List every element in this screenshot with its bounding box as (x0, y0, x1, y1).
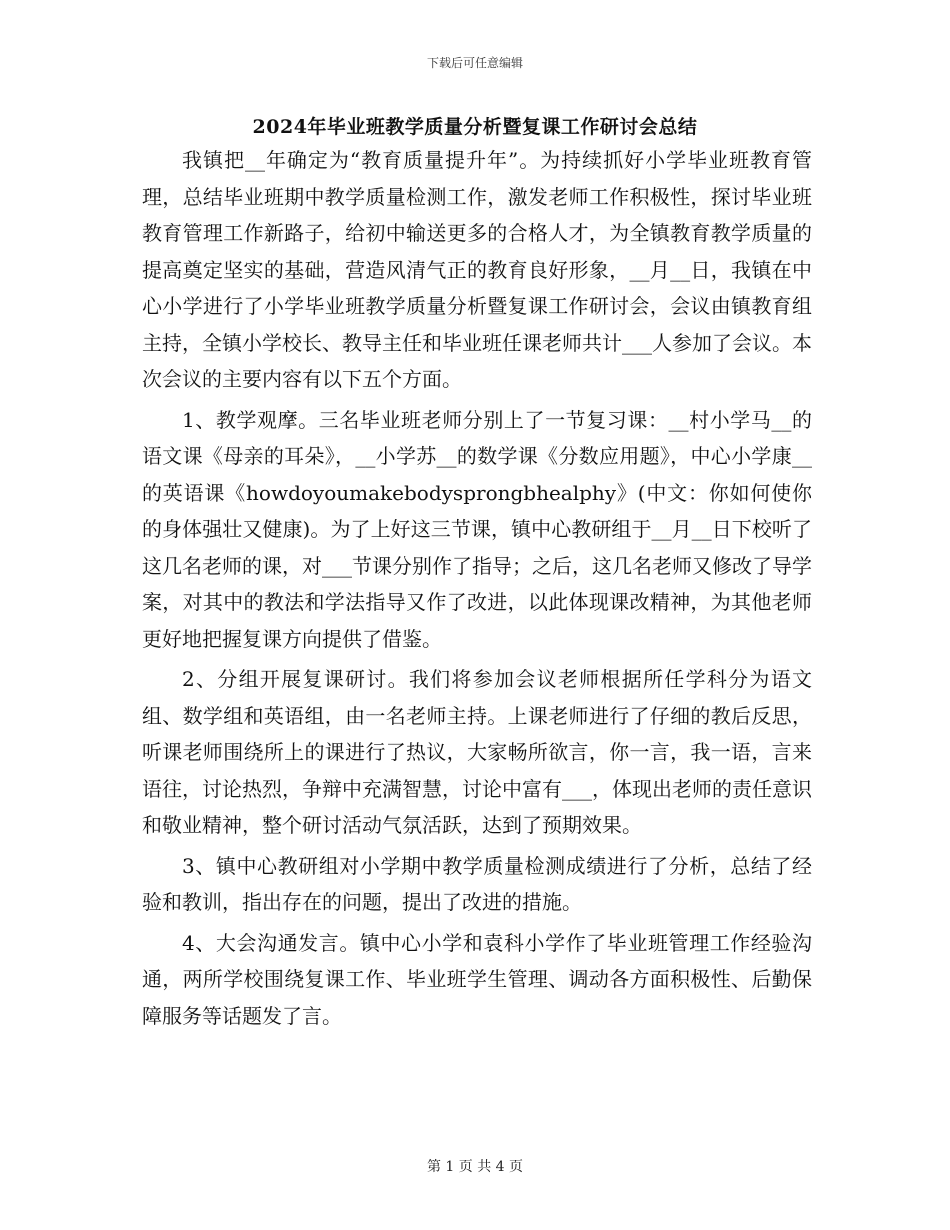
paragraph-item-3: 3、镇中心教研组对小学期中教学质量检测成绩进行了分析，总结了经验和教训，指出存在的问题，提出了改进的措施。 (142, 853, 812, 914)
paragraph-item-1: 1、教学观摩。三名毕业班老师分别上了一节复习课：__村小学马__的语文课《母亲的耳朵》，__小学苏__的数学课《分数应用题》，中心小学康__的英语课《howdoyoumakebodysprongbhealphy》(中文：你如何使你的身体强壮又健康)。为了上好这三节课，镇中心教研组于__月__日下校听了这几名老师的课，对___节课分别作了指导；之后，这几名老师又修改了导学案，对其中的教法和学法指导又作了改进，以此体现课改精神，为其他老师更好地把握复课方向提供了借鉴。 (142, 407, 812, 651)
paragraph-item-4: 4、大会沟通发言。镇中心小学和袁科小学作了毕业班管理工作经验沟通，两所学校围绕复课工作、毕业班学生管理、调动各方面积极性、后勤保障服务等话题发了言。 (142, 930, 812, 1028)
document-title: 2024年毕业班教学质量分析暨复课工作研讨会总结 (252, 116, 698, 138)
header-note: 下载后可任意编辑 (426, 56, 523, 70)
document-body (142, 142, 812, 1038)
paragraph-intro: 我镇把__年确定为“教育质量提升年”。为持续抓好小学毕业班教育管理，总结毕业班期中教学质量检测工作，激发老师工作积极性，探讨毕业班教育管理工作新路子，给初中输送更多的合格人才，为全镇教育教学质量的提高奠定坚实的基础，营造风清气正的教育良好形象，__月__日，我镇在中心小学进行了小学毕业班教学质量分析暨复课工作研讨会，会议由镇教育组主持，全镇小学校长、教导主任和毕业班任课老师共计___人参加了会议。本次会议的主要内容有以下五个方面。 (142, 148, 812, 391)
paragraph-item-2: 2、分组开展复课研讨。我们将参加会议老师根据所任学科分为语文组、数学组和英语组，由一名老师主持。上课老师进行了仔细的教后反思，听课老师围绕所上的课进行了热议，大家畅所欲言，你一言，我一语，言来语往，讨论热烈，争辩中充满智慧，讨论中富有___，体现出老师的责任意识和敬业精神，整个研讨活动气氛活跃，达到了预期效果。 (142, 667, 812, 837)
page-number: 第 1 页 共 4 页 (426, 1159, 524, 1175)
